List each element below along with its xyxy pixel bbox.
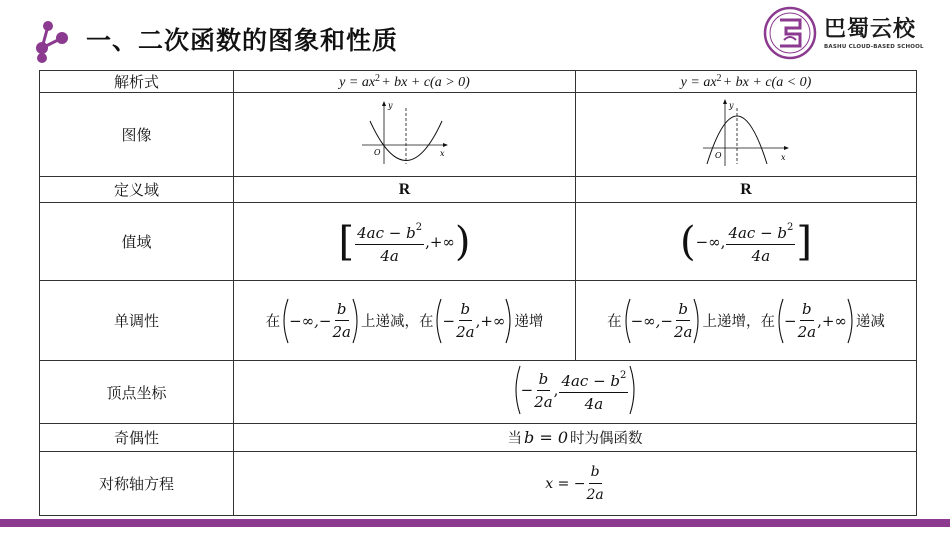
table-row-range — [40, 203, 917, 281]
vertex-y-num-exp: 2 — [620, 370, 627, 381]
graph-origin-label: O — [373, 147, 381, 157]
mono-fraction — [798, 300, 817, 341]
formula-rest: + bx + c(a > 0) — [381, 75, 470, 90]
mono-fraction — [332, 300, 351, 341]
mono-mid: 上递增，在 — [702, 314, 775, 330]
range-numerator: 4ac − b — [728, 223, 788, 242]
mono-end: 递减 — [855, 314, 885, 330]
range-head: −∞, — [695, 232, 726, 251]
formula-a-negative — [576, 71, 917, 93]
range-numerator-exp: 2 — [787, 221, 794, 233]
parity-value — [234, 424, 917, 452]
formula-exp: 2 — [716, 73, 722, 84]
downward-parabola-graph — [701, 98, 791, 168]
mono-interval2-head: − — [442, 311, 456, 330]
parity-prefix: 当 — [507, 431, 522, 447]
mono-frac-num: b — [459, 300, 473, 321]
left-paren-icon — [280, 298, 289, 344]
graph-origin-label: O — [715, 150, 722, 160]
formula-exp: 2 — [375, 73, 381, 84]
range-open-bracket: [ — [338, 218, 355, 265]
formula-a-positive — [234, 71, 576, 93]
mono-frac-num: b — [335, 300, 349, 321]
table-row-header — [40, 71, 917, 93]
row-label-parity: 奇偶性 — [40, 424, 234, 452]
range-fraction — [355, 219, 424, 265]
table-row-parity — [40, 424, 917, 452]
row-label-domain: 定义域 — [40, 177, 234, 203]
molecule-icon — [28, 14, 76, 64]
range-a-positive — [234, 203, 576, 281]
axis-fraction — [587, 463, 604, 504]
row-label-monotonicity: 单调性 — [40, 281, 234, 361]
logo-chinese-name: 巴蜀云校 — [824, 16, 917, 42]
right-paren-icon — [505, 298, 514, 344]
graph-y-label: y — [729, 100, 734, 110]
range-a-negative — [576, 203, 917, 281]
mono-frac-den: 2a — [673, 323, 693, 341]
vertex-y-num: 4ac − b — [561, 372, 621, 390]
left-paren-icon — [512, 365, 521, 415]
mono-interval1-head: −∞,− — [289, 311, 332, 330]
monotonicity-a-positive — [234, 281, 576, 361]
quadratic-properties-table — [39, 70, 917, 516]
range-numerator-exp: 2 — [415, 221, 423, 233]
right-paren-icon — [693, 298, 702, 344]
domain-a-positive — [234, 177, 576, 203]
formula-lhs: y = ax — [680, 75, 717, 90]
right-paren-icon — [352, 298, 361, 344]
range-numerator: 4ac − b — [357, 223, 416, 242]
mono-interval2-tail: ,+∞ — [475, 311, 506, 330]
left-paren-icon — [622, 298, 631, 344]
vertex-x-den: 2a — [534, 392, 553, 411]
page-title: 一、二次函数的图象和性质 — [86, 26, 399, 55]
mono-frac-num: b — [676, 300, 690, 321]
vertex-x-num: b — [537, 370, 551, 391]
table-row-graph — [40, 93, 917, 177]
row-label-axis: 对称轴方程 — [40, 452, 234, 516]
vertex-separator: , — [553, 381, 559, 399]
mono-in: 在 — [265, 314, 281, 330]
slide-title-block — [28, 14, 398, 64]
mono-frac-num: b — [800, 300, 814, 321]
logo-text — [824, 16, 924, 50]
axis-frac-num: b — [589, 463, 602, 484]
left-paren-icon — [433, 298, 442, 344]
table-row-monotonicity — [40, 281, 917, 361]
vertex-value — [234, 361, 917, 424]
vertex-fraction-y — [559, 367, 628, 413]
mono-interval1-head: −∞,− — [630, 311, 673, 330]
axis-frac-den: 2a — [586, 487, 604, 503]
graph-y-label: y — [387, 100, 393, 110]
graph-a-negative — [576, 93, 917, 177]
mono-fraction — [456, 300, 475, 341]
logo-english-name: BASHU CLOUD-BASED SCHOOL — [824, 44, 924, 50]
mono-interval2-tail: ,+∞ — [817, 311, 847, 330]
mono-frac-den: 2a — [797, 323, 817, 341]
row-label-range: 值域 — [40, 203, 234, 281]
axis-value — [234, 452, 917, 516]
range-fraction — [726, 219, 795, 265]
formula-rest: + bx + c(a < 0) — [722, 75, 812, 90]
right-paren-icon — [847, 298, 856, 344]
footer-accent-bar — [0, 519, 950, 527]
mono-interval2-head: − — [783, 311, 797, 330]
school-seal-icon — [762, 6, 820, 60]
domain-value: R — [740, 181, 752, 198]
range-close-bracket: ] — [796, 218, 813, 265]
mono-frac-den: 2a — [456, 323, 475, 341]
school-logo — [762, 6, 942, 60]
range-denominator: 4a — [380, 246, 399, 265]
row-label-vertex: 顶点坐标 — [40, 361, 234, 424]
parity-suffix: 时为偶函数 — [570, 431, 643, 447]
domain-a-negative — [576, 177, 917, 203]
domain-value: R — [398, 181, 411, 198]
graph-x-label: x — [439, 148, 445, 158]
right-paren-icon — [629, 365, 638, 415]
axis-lhs: x = − — [545, 475, 586, 492]
vertex-head: − — [520, 381, 534, 399]
monotonicity-a-negative — [576, 281, 917, 361]
formula-lhs: y = ax — [339, 75, 376, 90]
range-close-paren: ) — [454, 218, 471, 265]
range-open-paren: ( — [679, 218, 696, 265]
range-tail: ,+∞ — [425, 232, 455, 251]
left-paren-icon — [775, 298, 784, 344]
range-denominator: 4a — [751, 246, 771, 265]
mono-end: 递增 — [514, 314, 544, 330]
table-row-axis — [40, 452, 917, 516]
row-label-graph: 图像 — [40, 93, 234, 177]
table-row-domain — [40, 177, 917, 203]
parity-condition: b = 0 — [524, 428, 568, 447]
upward-parabola-graph — [360, 98, 450, 168]
table-row-vertex — [40, 361, 917, 424]
mono-fraction — [674, 300, 693, 341]
row-label-header: 解析式 — [40, 71, 234, 93]
graph-a-positive — [234, 93, 576, 177]
vertex-fraction-x — [534, 370, 553, 411]
mono-in: 在 — [607, 314, 622, 330]
graph-x-label: x — [781, 152, 786, 162]
mono-frac-den: 2a — [332, 323, 351, 341]
mono-mid: 上递减，在 — [360, 314, 434, 330]
vertex-y-den: 4a — [584, 395, 604, 413]
